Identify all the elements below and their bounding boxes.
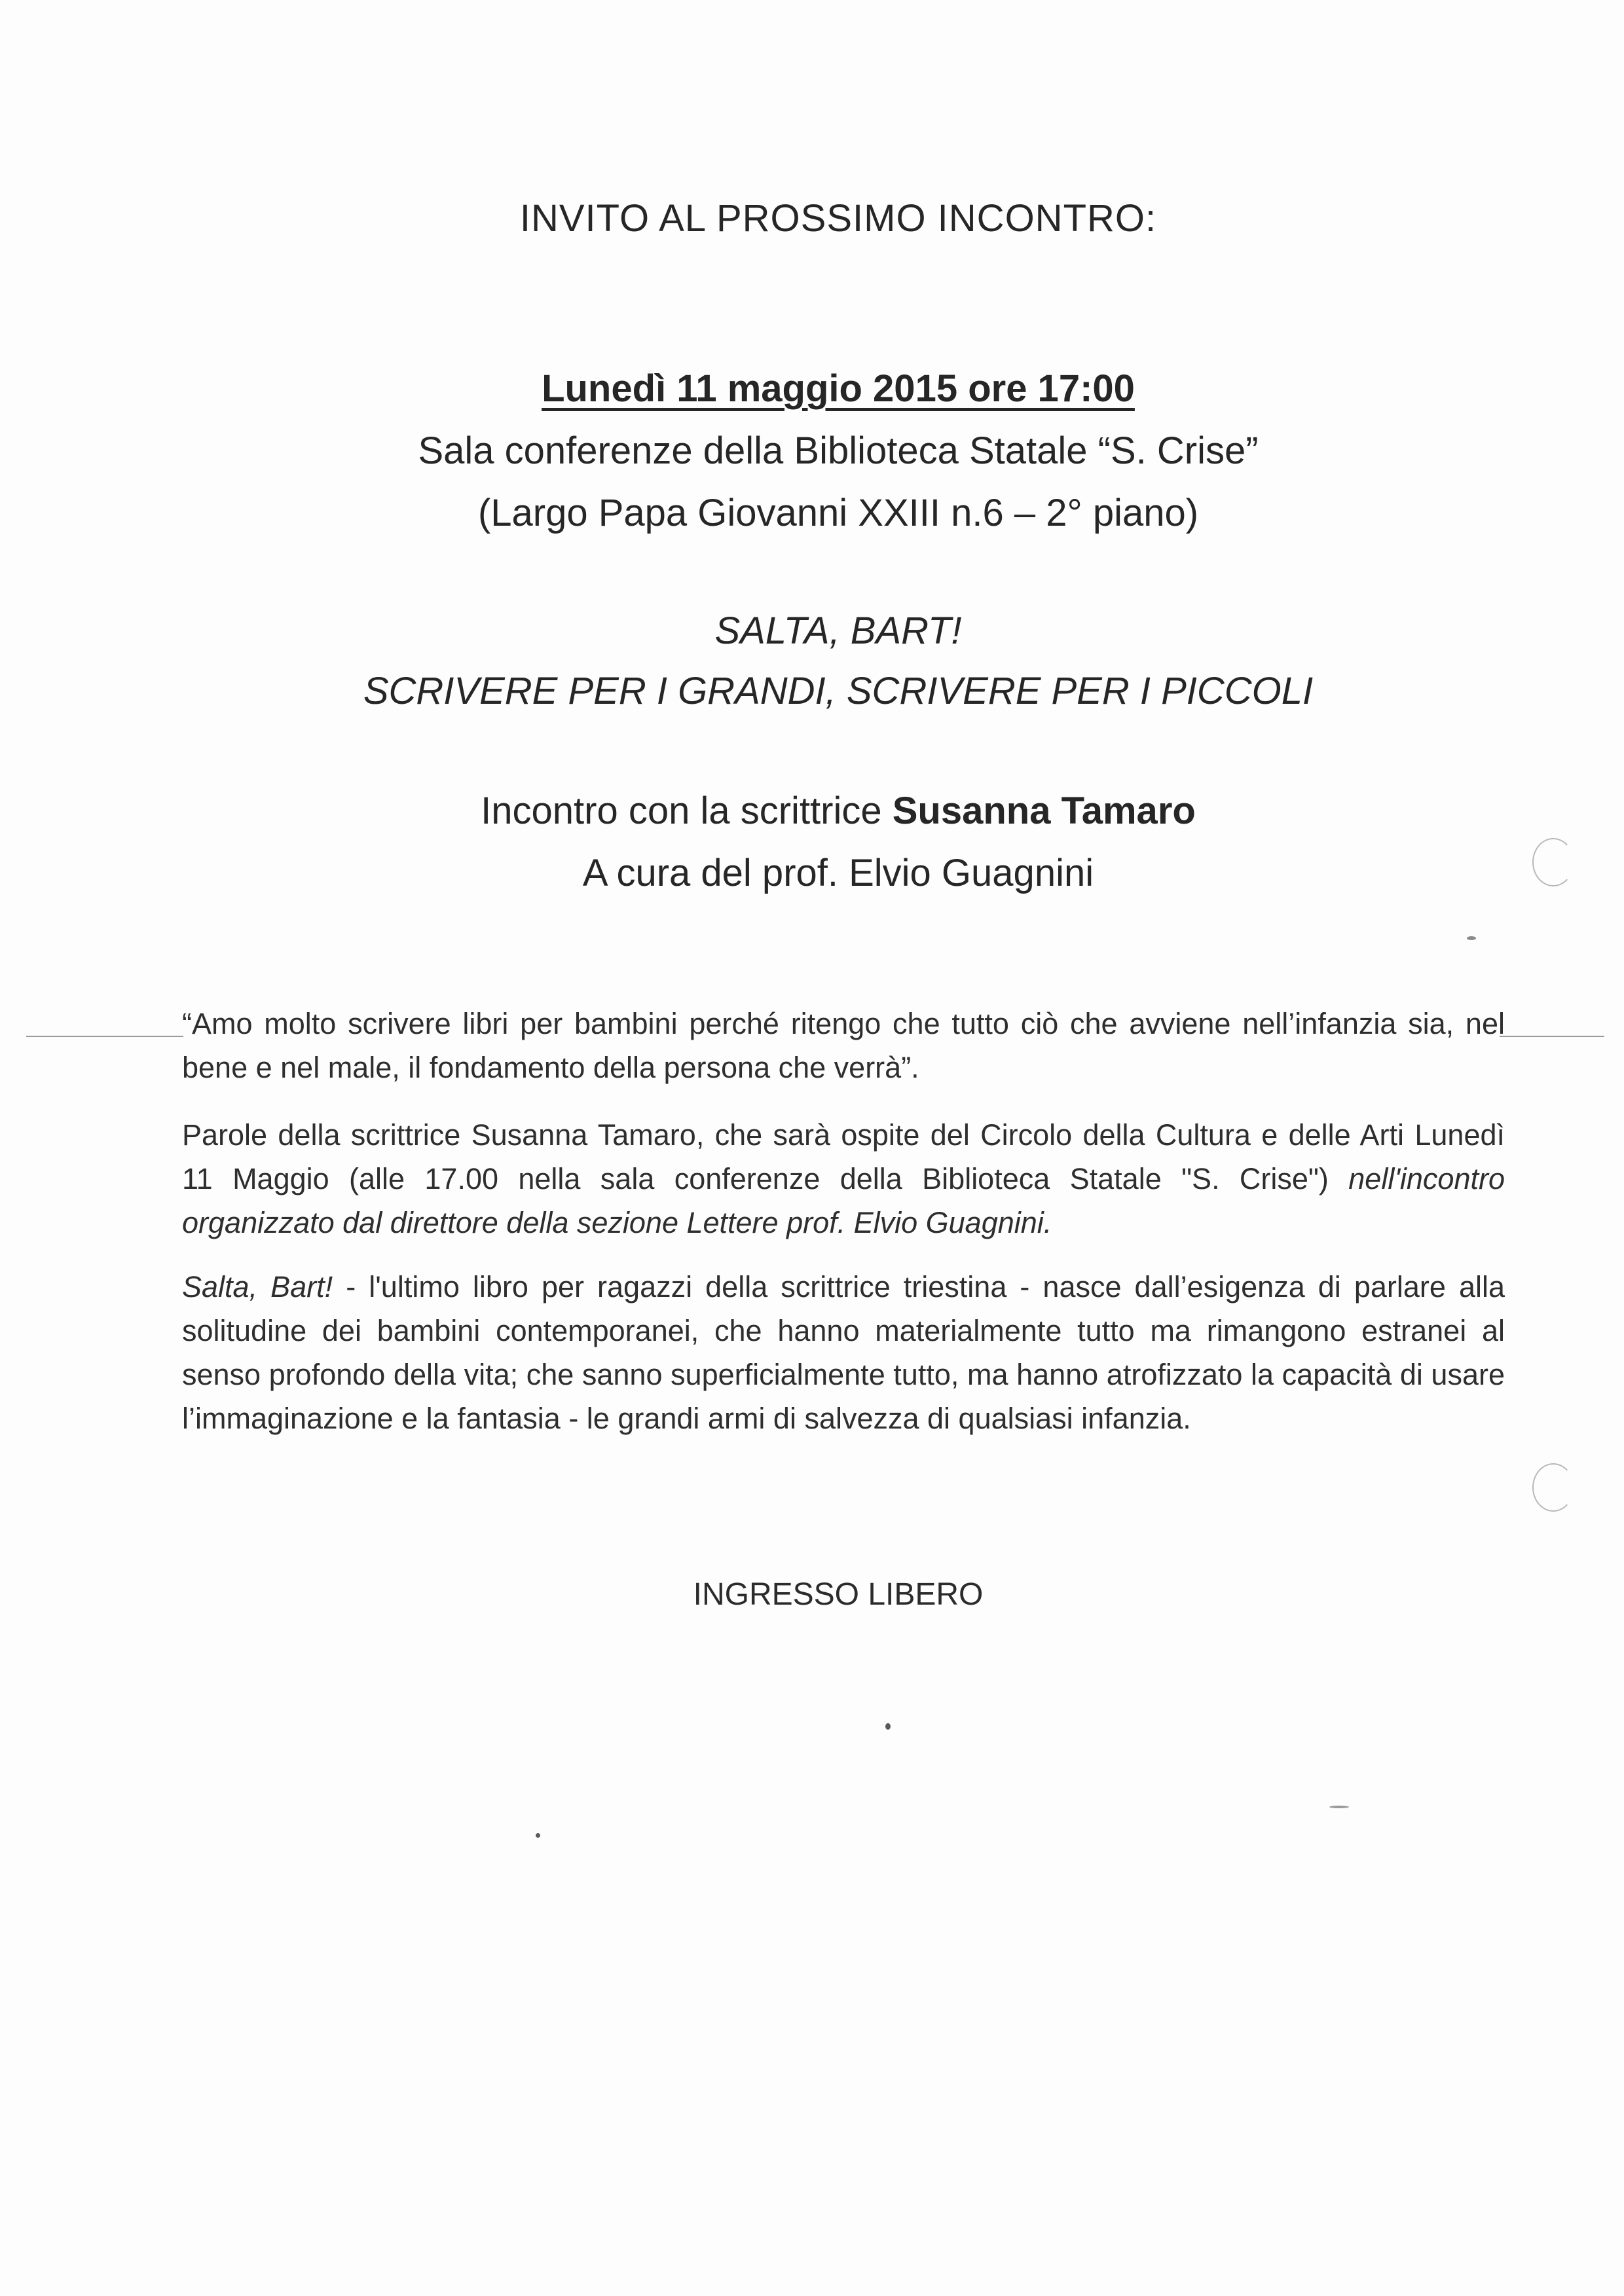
scan-speck [885,1723,891,1730]
speaker-line [0,789,1624,833]
left-rule-divider [26,1036,183,1037]
event-address: (Largo Papa Giovanni XXIII n.6 – 2° piano) [477,492,1199,534]
description-text: Parole della scrittrice Susanna Tamaro, che sarà ospite del Circolo della Cultura e delle Arti Lunedì 11 Maggio (alle 17.00 nella sala conferenze della Biblioteca Statale "S. Crise") [182,1118,1505,1195]
description-italic-text: nell'incontro organizzato dal direttore della sezione Lettere prof. Elvio Guagnini. [182,1162,1505,1239]
scan-speck [536,1833,540,1838]
scan-speck [1329,1806,1349,1808]
invitation-heading: INVITO AL PROSSIMO INCONTRO: [519,197,1157,240]
scan-speck [1467,936,1476,940]
speaker-name: Susanna Tamaro [892,790,1196,832]
event-venue: Sala conferenze della Biblioteca Statale “S. Crise” [418,429,1259,472]
book-paragraph [182,1265,1505,1440]
free-entry-note: INGRESSO LIBERO [693,1577,984,1612]
book-title: Salta, Bart! [182,1270,333,1303]
punch-hole-mark [1532,1463,1574,1512]
quote-paragraph: “Amo molto scrivere libri per bambini perché ritengo che tutto ciò che avviene nell’infanzia sia, nel bene e nel male, il fondamento della persona che verrà”. [182,1007,1505,1084]
book-description: - l'ultimo libro per ragazzi della scrittrice triestina - nasce dall’esigenza di parlare alla solitudine dei bambini contemporanei, che hanno materialmente tutto ma rimangono estranei al senso profondo della vita; che sanno superficialmente tutto, ma hanno atrofizzato la capacità di usare l’immaginazione e la fantasia - le grandi armi di salvezza di qualsiasi infanzia. [182,1270,1505,1435]
speaker-intro: Incontro con la scrittrice [481,790,893,832]
event-date-time: Lunedì 11 maggio 2015 ore 17:00 [542,367,1135,410]
event-title-line1: SALTA, BART! [714,610,962,652]
right-rule-divider [1500,1036,1604,1037]
event-title-line2: SCRIVERE PER I GRANDI, SCRIVERE PER I PICCOLI [363,670,1314,712]
curator-line: A cura del prof. Elvio Guagnini [582,852,1094,894]
description-paragraph [182,1113,1505,1245]
punch-hole-mark [1532,838,1574,886]
